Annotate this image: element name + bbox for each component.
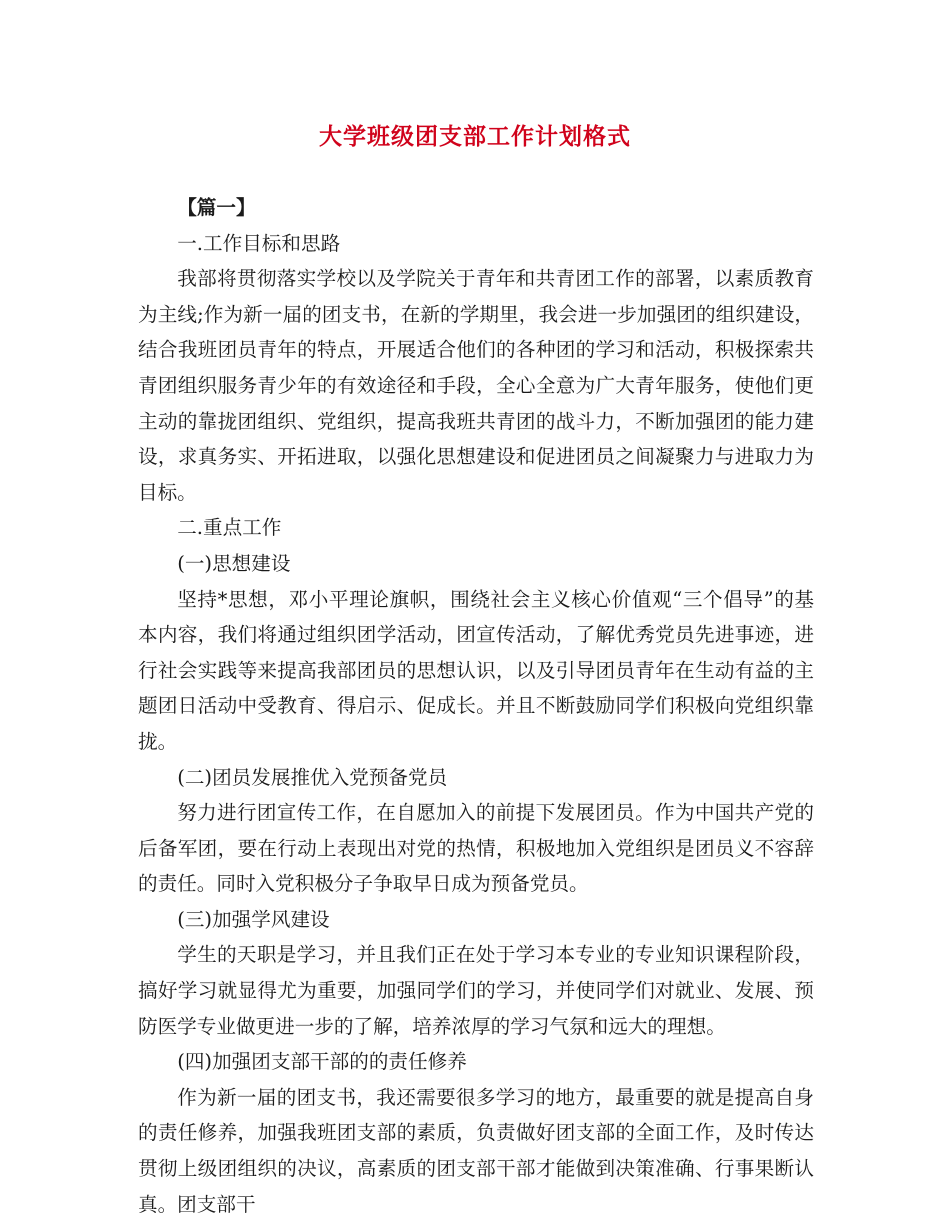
section-marker: 【篇一】	[177, 196, 256, 219]
body-paragraph: 作为新一届的团支书，我还需要很多学习的地方，最重要的就是提高自身的责任修养，加强我班团支部的素质，负责做好团支部的全面工作，及时传达贯彻上级团组织的决议，高素质的团支部干部才能做到决策准确、行事果断认真。团支部干	[138, 1085, 814, 1216]
body-paragraph: 坚持*思想，邓小平理论旗帜，围绕社会主义核心价值观“三个倡导”的基本内容，我们将通过组织团学活动，团宣传活动，了解优秀党员先进事迹，进行社会实践等来提高我部团员的思想认识，以及引导团员青年在生动有益的主题团日活动中受教育、得启示、促成长。并且不断鼓励同学们积极向党组织靠拢。	[138, 587, 814, 753]
subsection-heading: (一)思想建设	[177, 551, 291, 575]
body-paragraph: 我部将贯彻落实学校以及学院关于青年和共青团工作的部署，以素质教育为主线;作为新一届的团支书，在新的学期里，我会进一步加强团的组织建设，结合我班团员青年的特点，开展适合他们的各种团的学习和活动，积极探索共青团组织服务青少年的有效途径和手段，全心全意为广大青年服务，使他们更主动的靠拢团组织、党组织，提高我班共青团的战斗力，不断加强团的能力建设，求真务实、开拓进取，以强化思想建设和促进团员之间凝聚力与进取力为目标。	[138, 267, 814, 504]
body-paragraph: 努力进行团宣传工作，在自愿加入的前提下发展团员。作为中国共产党的后备军团，要在行动上表现出对党的热情，积极地加入党组织是团员义不容辞的责任。同时入党积极分子争取早日成为预备党员。	[138, 801, 814, 896]
section-heading: 二.重点工作	[177, 516, 282, 540]
subsection-heading: (三)加强学风建设	[177, 907, 330, 931]
section-heading: 一.工作目标和思路	[177, 231, 341, 255]
body-paragraph: 学生的天职是学习，并且我们正在处于学习本专业的专业知识课程阶段，搞好学习就显得尤为重要，加强同学们的学习，并使同学们对就业、发展、预防医学专业做更进一步的了解，培养浓厚的学习气氛和远大的理想。	[138, 943, 814, 1038]
document-body	[138, 190, 814, 1222]
subsection-heading: (二)团员发展推优入党预备党员	[177, 765, 448, 789]
document-title: 大学班级团支部工作计划格式	[319, 123, 631, 150]
subsection-heading: (四)加强团支部干部的的责任修养	[177, 1050, 467, 1074]
